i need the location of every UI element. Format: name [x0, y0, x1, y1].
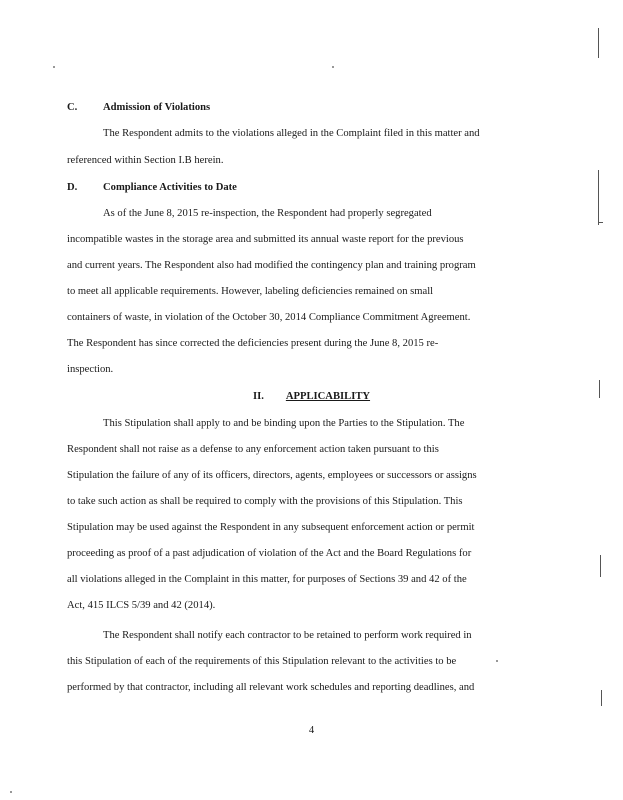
page-number: 4	[308, 725, 315, 736]
scan-artifact-mark	[599, 380, 600, 398]
section-d-line-2: incompatible wastes in the storage area and submitted its annual waste report for the previous	[67, 234, 464, 245]
section-d-line-6: The Respondent has since corrected the deficiencies present during the June 8, 2015 re-	[67, 338, 439, 349]
section-ii-p2-line-2: this Stipulation of each of the requirements of this Stipulation relevant to the activities to be	[67, 656, 457, 667]
section-c-line-1: The Respondent admits to the violations alleged in the Complaint filed in this matter and	[103, 128, 480, 139]
section-d-line-3: and current years. The Respondent also had modified the contingency plan and training program	[67, 260, 476, 271]
scan-artifact-dot	[496, 660, 498, 662]
section-ii-p1-line-3: Stipulation the failure of any of its officers, directors, agents, employees or successors or assigns	[67, 470, 477, 481]
section-ii-p1-line-5: Stipulation may be used against the Respondent in any subsequent enforcement action or permit	[67, 522, 475, 533]
section-d-letter: D.	[67, 182, 78, 193]
scan-artifact-dot	[53, 66, 55, 68]
section-ii-p1-line-8: Act, 415 ILCS 5/39 and 42 (2014).	[67, 600, 216, 611]
scan-artifact-dot	[332, 66, 334, 68]
section-d-line-1: As of the June 8, 2015 re-inspection, the Respondent had properly segregated	[103, 208, 432, 219]
section-ii-p1-line-6: proceeding as proof of a past adjudication of violation of the Act and the Board Regulations for	[67, 548, 472, 559]
section-d-title: Compliance Activities to Date	[103, 182, 237, 193]
section-ii-number: II.	[252, 391, 264, 402]
section-ii-p2-line-1: The Respondent shall notify each contractor to be retained to perform work required in	[103, 630, 472, 641]
scan-artifact-mark	[598, 28, 599, 58]
section-c-line-2: referenced within Section I.B herein.	[67, 155, 224, 166]
section-ii-p1-line-4: to take such action as shall be required to comply with the provisions of this Stipulation. This	[67, 496, 463, 507]
section-ii-p2-line-3: performed by that contractor, including all relevant work schedules and reporting deadlines, and	[67, 682, 475, 693]
section-c-letter: C.	[67, 102, 78, 113]
section-ii-p1-line-1: This Stipulation shall apply to and be binding upon the Parties to the Stipulation. The	[103, 418, 465, 429]
scan-artifact-mark	[598, 222, 603, 223]
section-c-title: Admission of Violations	[103, 102, 211, 113]
scan-artifact-mark	[601, 690, 602, 706]
scan-artifact-mark	[600, 555, 601, 577]
section-ii-p1-line-7: all violations alleged in the Complaint in this matter, for purposes of Sections 39 and 42 of the	[67, 574, 467, 585]
section-ii-heading	[0, 391, 623, 402]
section-ii-title: APPLICABILITY	[285, 391, 371, 402]
section-d-line-7: inspection.	[67, 364, 114, 375]
scan-artifact-dot	[10, 791, 12, 793]
section-ii-p1-line-2: Respondent shall not raise as a defense to any enforcement action taken pursuant to this	[67, 444, 439, 455]
scan-artifact-mark	[598, 170, 599, 225]
section-d-line-5: containers of waste, in violation of the October 30, 2014 Compliance Commitment Agreement.	[67, 312, 471, 323]
section-d-line-4: to meet all applicable requirements. However, labeling deficiencies remained on small	[67, 286, 434, 297]
